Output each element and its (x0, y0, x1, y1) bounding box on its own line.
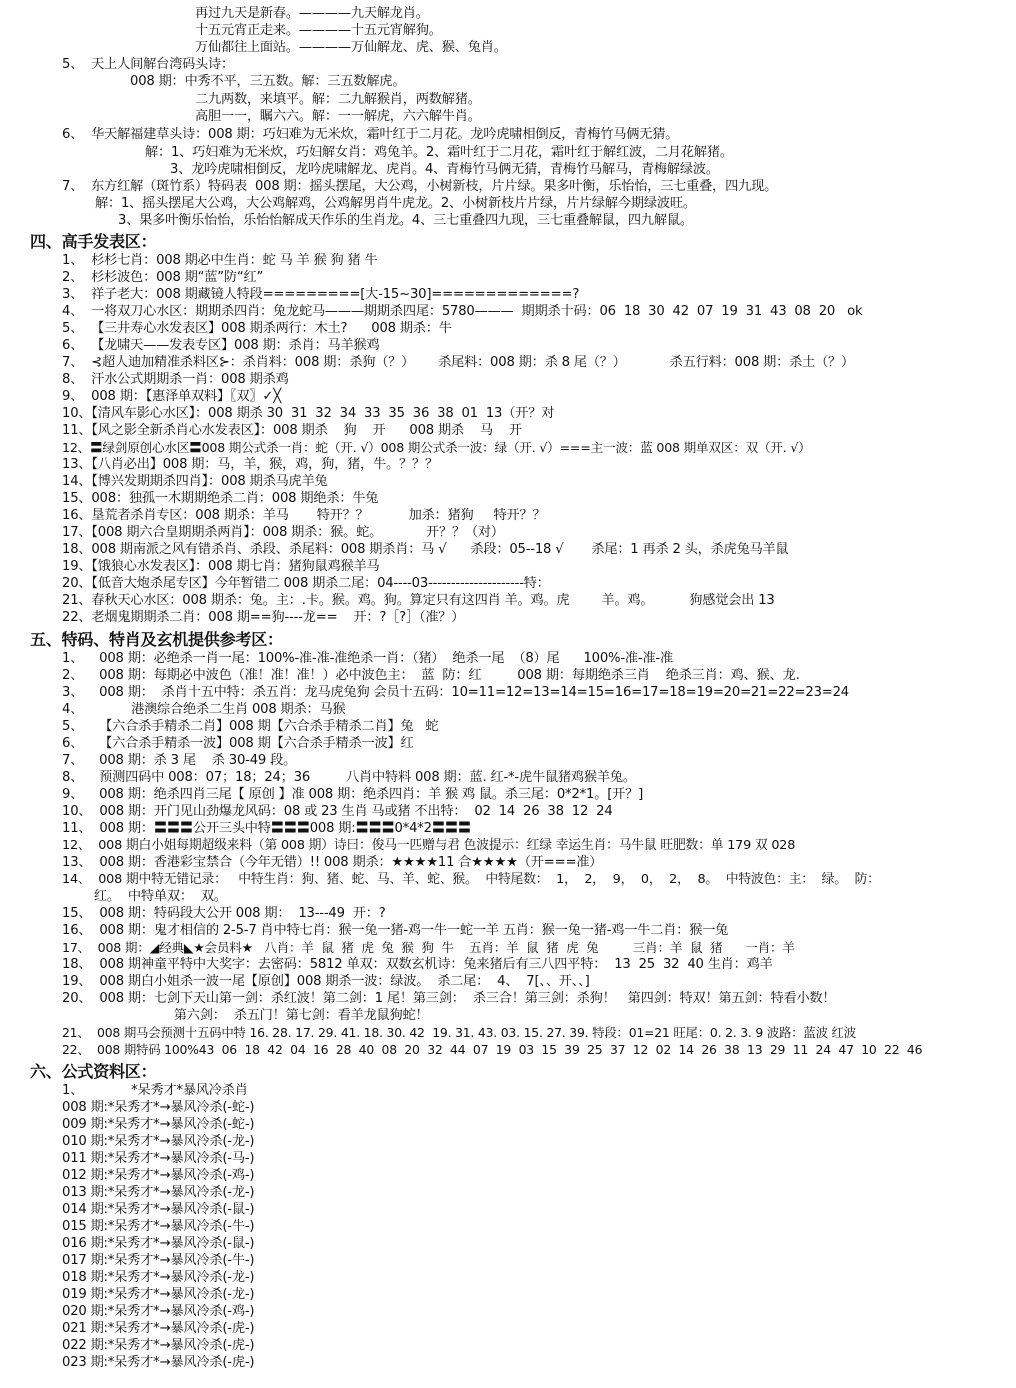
list-item: 4、 港澳综合绝杀二生肖 008 期杀：马猴 (62, 702, 346, 717)
formula-row: 013 期:*呆秀才*→暴风冷杀(-龙-) (62, 1185, 255, 1200)
list-item: 11、【风之影全新杀肖心水发表区】：008 期杀 狗 开 008 期杀 马 开 (62, 423, 522, 438)
formula-row: 022 期:*呆秀才*→暴风冷杀(-虎-) (62, 1338, 255, 1353)
list-item: 5、 【三井寿心水发表区】008 期杀两行：木土? 008 期杀：牛 (62, 321, 452, 336)
section-heading: 五、特码、特肖及玄机提供参考区： (30, 630, 283, 649)
list-item: 13、【八肖必出】008 期：马，羊，猴，鸡，狗，猪，牛。？？？ (62, 457, 439, 472)
list-item: 19、【饿狼心水发表区】：008 期七肖：猪狗鼠鸡猴羊马 (62, 559, 380, 574)
list-item: 12、〓绿剑原创心水区〓008 期公式杀一肖：蛇（开. √）008 期公式杀一波：绿（开. √）===主一波：蓝 008 期单双区：双（开. √） (62, 440, 811, 455)
formula-row: 014 期:*呆秀才*→暴风冷杀(-鼠-) (62, 1202, 255, 1217)
formula-row: 017 期:*呆秀才*→暴风冷杀(-牛-) (62, 1253, 255, 1268)
list-item: 18、008 期南派之风有错杀肖、杀段、杀尾料：008 期杀肖：马 √ 杀段：05--18 √ 杀尾：1 再杀 2 头，杀虎兔马羊鼠 (62, 542, 789, 557)
text-line: 3、果多叶衡乐怡怡，乐怡怡解成天作乐的生肖龙。4、三七重叠四九现，三七重叠解鼠，四九解鼠。 (118, 213, 693, 228)
formula-row: 020 期:*呆秀才*→暴风冷杀(-鸡-) (62, 1304, 255, 1319)
text-line: 二九两数，来填平。解：二九解猴肖，两数解猪。 (195, 92, 481, 107)
list-item: 8、 汗水公式期期杀一肖：008 期杀鸡 (62, 372, 289, 387)
list-item: 15、 008 期：特码段大公开 008 期： 13---49 开：? (62, 906, 386, 921)
text-line: 再过九天是新春。————九天解龙肖。 (195, 6, 429, 21)
list-item: 11、 008 期：〓〓〓公开三头中特〓〓〓008 期:〓〓〓0*4*2〓〓〓 (62, 821, 471, 836)
list-item: 12、 008 期白小姐每期超级来料（第 008 期）诗曰：俊马一匹赠与君 色波提示：红绿 幸运生肖：马牛鼠 旺肥数：单 179 双 028 (62, 838, 796, 853)
list-item: 21、 008 期马会预测十五码中特 16. 28. 17. 29. 41. 18. 30. 42 19. 31. 43. 03. 15. 27. 39. 特段：01=21 旺尾：0. 2. 3. 9 波路：蓝波 红波 (62, 1025, 856, 1040)
list-item: 7、 008 期：杀 3 尾 杀 30-49 段。 (62, 753, 297, 768)
text-line: 十五元宵正走来。————十五元宵解狗。 (195, 23, 442, 38)
list-item: 15、008：独孤一木期期绝杀二肖：008 期绝杀：牛兔 (62, 491, 379, 506)
text-line: 5、 天上人间解台湾码头诗： (62, 57, 235, 72)
list-item: 2、 008 期：每期必中波色（准！准！准！）必中波色主： 蓝 防：红 008 期：每期绝杀三肖 绝杀三肖：鸡、猴、龙. (62, 668, 800, 683)
list-item: 20、 008 期：七剑下天山第一剑：杀红波！第二剑：1 尾！第三剑： 杀三合！第三剑：杀狗！ 第四剑：特双！第五剑：特看小数！ (62, 991, 836, 1006)
list-item: 17、【008 期六合皇期期杀两肖】：008 期杀：猴。蛇。 开？？（对） (62, 525, 504, 540)
text-line: 3、龙吟虎啸相倒反，龙吟虎啸解龙、虎肖。4、青梅竹马俩无猜，青梅竹马解马，青梅解绿波。 (170, 162, 719, 177)
list-item: 2、 杉杉波色：008 期“蓝”防“红” (62, 270, 264, 285)
list-item: 6、 【龙啸天——发表专区】008 期：杀肖：马羊猴鸡 (62, 338, 380, 353)
text-line: 解：1、巧妇难为无米炊，巧妇解女肖：鸡兔羊。2、霜叶红于二月花，霜叶红于解红波，二月花解猪。 (145, 145, 733, 160)
list-item: 21、春秋天心水区：008 期杀：兔。主：.卡。猴。鸡。狗。算定只有这四肖 羊。鸡。虎 羊。鸡。 狗感觉会出 13 (62, 593, 775, 608)
formula-row: 015 期:*呆秀才*→暴风冷杀(-牛-) (62, 1219, 255, 1234)
formula-row: 021 期:*呆秀才*→暴风冷杀(-虎-) (62, 1321, 255, 1336)
list-item: 19、 008 期白小姐杀一波一尾【原创】008 期杀一波：绿波。 杀二尾： 4、 7[、、开、、] (62, 974, 590, 989)
list-item: 9、 008 期：【惠泽单双料】〖双〗✓╳ (62, 389, 281, 404)
list-item: 1、 杉杉七肖：008 期必中生肖：蛇 马 羊 猴 狗 猪 牛 (62, 253, 378, 268)
list-item: 6、 【六合杀手精杀一波】008 期【六合杀手精杀一波】红 (62, 736, 414, 751)
list-item: 第六剑： 杀五门！第七剑：看羊龙鼠狗蛇！ (62, 1008, 429, 1023)
list-item: 14、 008 期中特无错记录： 中特生肖：狗、猪、蛇、马、羊、蛇、猴。 中特尾数： 1， 2， 9， 0， 2， 8。 中特波色：主： 绿。 防： (62, 872, 880, 887)
formula-row: 018 期:*呆秀才*→暴风冷杀(-龙-) (62, 1270, 255, 1285)
text-line: 6、 华天解福建草头诗：008 期：巧妇难为无米炊，霜叶红于二月花。龙吟虎啸相倒反，青梅竹马俩无猜。 (62, 127, 679, 142)
text-line: 解：1、摇头摆尾大公鸡，大公鸡解鸡，公鸡解男肖牛虎龙。2、小树新枝片片绿，片片绿解今期绿波旺。 (95, 196, 696, 211)
list-item: 10、【清风车影心水区】：008 期杀 30 31 32 34 33 35 36 38 01 13（开？对 (62, 406, 555, 421)
list-item: 1、 008 期：必绝杀一肖一尾：100%-准-准-准绝杀一肖：（猪） 绝杀一尾 （8）尾 100%-准-准-准 (62, 651, 673, 666)
formula-row: 016 期:*呆秀才*→暴风冷杀(-鼠-) (62, 1236, 255, 1251)
list-item: 3、 祥子老大：008 期藏镜人特段=========[大-15~30]=============? (62, 287, 580, 302)
formula-row: 008 期:*呆秀才*→暴风冷杀(-蛇-) (62, 1100, 255, 1115)
section-heading: 四、高手发表区： (30, 232, 157, 251)
text-line: 008 期：中秀不平，三五数。解：三五数解虎。 (130, 74, 406, 89)
formula-row: 009 期:*呆秀才*→暴风冷杀(-蛇-) (62, 1117, 255, 1132)
section-heading: 六、公式资料区： (30, 1062, 157, 1081)
formula-row: 023 期:*呆秀才*→暴风冷杀(-虎-) (62, 1355, 255, 1370)
list-item: 8、 预测四码中 008：07；18；24；36 八肖中特料 008 期：蓝. 红-*-虎牛鼠猪鸡猴羊兔。 (62, 770, 636, 785)
list-item: 13、 008 期：香港彩宝禁合（今年无错）!! 008 期杀：★★★★11 合★★★★（开===准） (62, 855, 603, 870)
text-line: 万仙都往上面站。————万仙解龙、虎、猴、兔肖。 (195, 40, 507, 55)
list-item: 20、【低音大炮杀尾专区】今年暂错二 008 期杀二尾：04----03---------------------特： (62, 576, 550, 591)
list-item: 14、【博兴发期期杀四肖】：008 期杀马虎羊兔 (62, 474, 328, 489)
formula-row: 011 期:*呆秀才*→暴风冷杀(-马-) (62, 1151, 255, 1166)
list-item: 5、 【六合杀手精杀二肖】008 期【六合杀手精杀二肖】兔 蛇 (62, 719, 439, 734)
list-item: 22、老烟鬼期期杀二肖：008 期==狗----龙== 开：?［?］（准？） (62, 610, 465, 625)
text-line: 7、 东方红解（斑竹系）特码表 008 期：摇头摆尾，大公鸡，小树新枝，片片绿。果多叶衡，乐怡怡，三七重叠，四九现。 (62, 179, 778, 194)
list-item: 9、 008 期：绝杀四肖三尾【 原创 】准 008 期：绝杀四肖：羊 猴 鸡 鼠。杀三尾：0*2*1。[开？] (62, 787, 644, 802)
formula-row: 012 期:*呆秀才*→暴风冷杀(-鸡-) (62, 1168, 255, 1183)
list-item: 17、 008 期：◢经典◣★会员料★ 八肖：羊 鼠 猪 虎 兔 猴 狗 牛 五肖：羊 鼠 猪 虎 兔 三肖：羊 鼠 猪 一肖：羊 (62, 940, 795, 955)
text-line: 高胆一一，瞩六六。解：一一解虎，六六解牛肖。 (195, 109, 481, 124)
list-item: 16、 008 期：鬼才相信的 2-5-7 肖中特七肖：猴一兔一猪-鸡一牛一蛇一羊 五肖：猴一兔一猪-鸡一牛二肖：猴一兔 (62, 923, 729, 938)
list-item: 22、 008 期特码 100%43 06 18 42 04 16 28 40 08 20 32 44 07 19 03 15 39 25 37 12 02 14 26 38 13 29 11 24 47 10 22 46 (62, 1042, 923, 1057)
list-item: 10、 008 期：开门见山劲爆龙风码：08 或 23 生肖 马或猪 不出特： 02 14 26 38 12 24 (62, 804, 613, 819)
list-item: 18、 008 期神童平特中大奖字：去密码：5812 单双：双数玄机诗：兔来猪后有三八四平特： 13 25 32 40 生肖：鸡羊 (62, 957, 773, 972)
formula-row: 019 期:*呆秀才*→暴风冷杀(-龙-) (62, 1287, 255, 1302)
formula-row: 010 期:*呆秀才*→暴风冷杀(-龙-) (62, 1134, 255, 1149)
formula-header: 1、 *呆秀才*暴风冷杀肖 (62, 1083, 248, 1098)
list-item: 3、 008 期： 杀肖十五中特：杀五肖：龙马虎兔狗 会员十五码：10=11=12=13=14=15=16=17=18=19=20=21=22=23=24 (62, 685, 849, 700)
list-item: 红。 中特单双： 双。 (62, 889, 227, 904)
list-item: 7、 ⊰超人迪加精准杀料区⊱：杀肖料：008 期：杀狗（？） 杀尾料：008 期：杀 8 尾（？） 杀五行料：008 期：杀土（？） (62, 355, 855, 370)
list-item: 4、 一将双刀心水区：期期杀四肖：兔龙蛇马———期期杀四尾：5780——— 期期杀十码：06 18 30 42 07 19 31 43 08 20 ok (62, 304, 863, 319)
list-item: 16、垦荒者杀肖专区：008 期杀：羊马 特开？？ 加杀：猪狗 特开？？ (62, 508, 546, 523)
